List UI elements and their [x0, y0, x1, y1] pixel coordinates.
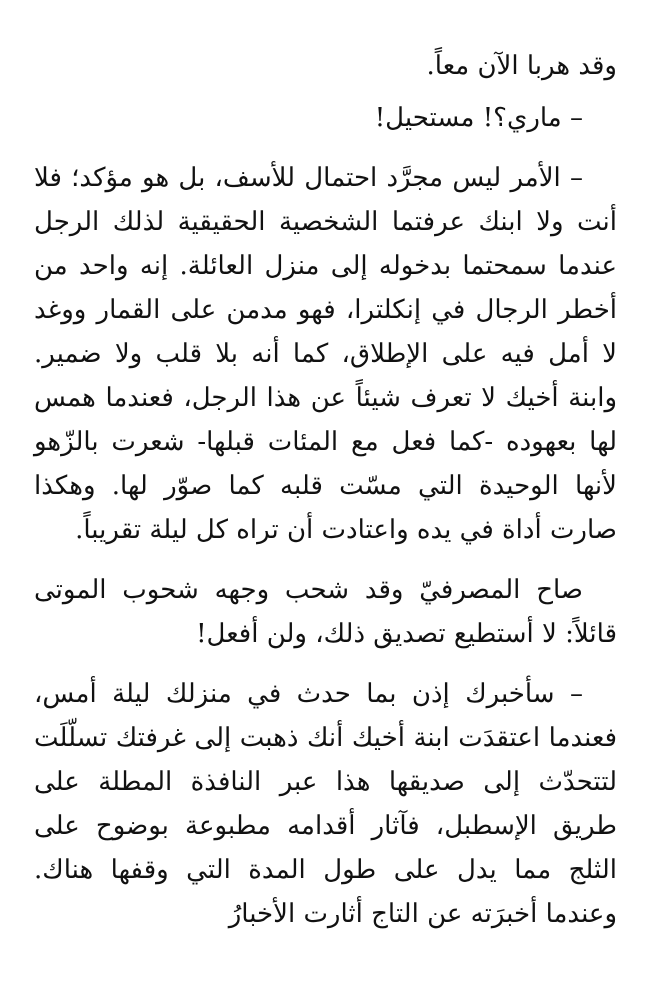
paragraph-5: – سأخبرك إذن بما حدث في منزلك ليلة أمس، فعندما اعتقدَت ابنة أخيك أنك ذهبت إلى غرفتك تسلّلَت لتتحدّث إلى صديقها هذا عبر النافذة المطلة على طريق الإسطبل، فآثار أقدامه مطبوعة بوضوح على الثلج مما يدل على طول المدة التي وقفها هناك. وعندما أخبرَته عن التاج أثارت الأخبارُ: [34, 679, 617, 929]
paragraph-4: صاح المصرفيّ وقد شحب وجهه شحوب الموتى قائلاً: لا أستطيع تصديق ذلك، ولن أفعل!: [34, 575, 617, 649]
paragraph-2: – ماري؟! مستحيل!: [374, 103, 583, 133]
paragraph-1: وقد هربا الآن معاً.: [426, 51, 617, 81]
paragraph-3: – الأمر ليس مجرَّد احتمال للأسف، بل هو مؤكد؛ فلا أنت ولا ابنك عرفتما الشخصية الحقيقية لذلك الرجل عندما سمحتما بدخوله إلى منزل العائلة. إنه واحد من أخطر الرجال في إنكلترا، فهو مدمن على القمار ووغد لا أمل فيه على الإطلاق، كما أنه بلا قلب ولا ضمير. وابنة أخيك لا تعرف شيئاً عن هذا الرجل، فعندما همس لها بعهوده -كما فعل مع المئات قبلها- شعرت بالزّهو لأنها الوحيدة التي مسّت قلبه كما صوّر لها. وهكذا صارت أداة في يده واعتادت أن تراه كل ليلة تقريباً.: [34, 163, 617, 545]
book-page: [34, 44, 617, 1000]
